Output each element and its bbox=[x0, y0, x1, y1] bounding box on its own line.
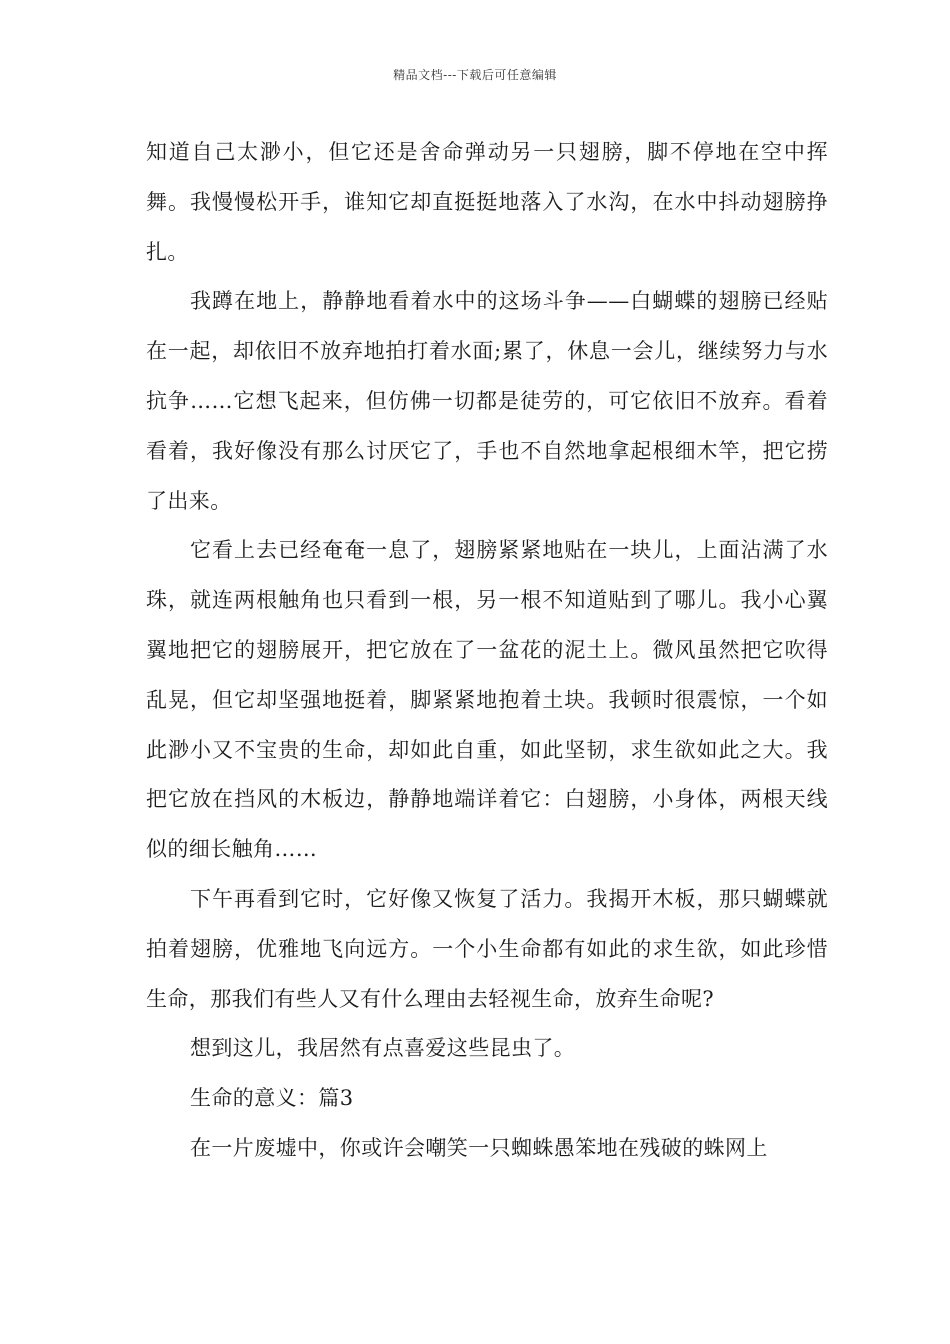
paragraph: 它看上去已经奄奄一息了，翅膀紧紧地贴在一块儿，上面沾满了水珠，就连两根触角也只看到一根，另一根不知道贴到了哪儿。我小心翼翼地把它的翅膀展开，把它放在了一盆花的泥土上。微风虽然把它吹得乱晃，但它却坚强地挺着，脚紧紧地抱着土块。我顿时很震惊，一个如此渺小又不宝贵的生命，却如此自重，如此坚韧，求生欲如此之大。我把它放在挡风的木板边，静静地端详着它：白翅膀，小身体，两根天线似的细长触角…… bbox=[146, 538, 828, 862]
paragraph: 下午再看到它时，它好像又恢复了活力。我揭开木板，那只蝴蝶就拍着翅膀，优雅地飞向远方。一个小生命都有如此的求生欲，如此珍惜生命，那我们有些人又有什么理由去轻视生命，放弃生命呢? bbox=[146, 886, 828, 1011]
document-body bbox=[146, 128, 828, 1174]
page-header: 精品文档---下载后可任意编辑 bbox=[393, 68, 557, 82]
section-heading: 生命的意义：篇3 bbox=[190, 1086, 354, 1111]
paragraph: 在一片废墟中，你或许会嘲笑一只蜘蛛愚笨地在残破的蛛网上 bbox=[190, 1135, 768, 1160]
paragraph: 想到这儿，我居然有点喜爱这些昆虫了。 bbox=[190, 1036, 576, 1061]
paragraph: 我蹲在地上，静静地看着水中的这场斗争——白蝴蝶的翅膀已经贴在一起，却依旧不放弃地拍打着水面;累了，休息一会儿，继续努力与水抗争……它想飞起来，但仿佛一切都是徒劳的，可它依旧不放弃。看着看着，我好像没有那么讨厌它了，手也不自然地拿起根细木竿，把它捞了出来。 bbox=[146, 289, 828, 513]
paragraph-continuation: 知道自己太渺小，但它还是舍命弹动另一只翅膀，脚不停地在空中挥舞。我慢慢松开手，谁知它却直挺挺地落入了水沟，在水中抖动翅膀挣扎。 bbox=[146, 140, 828, 264]
